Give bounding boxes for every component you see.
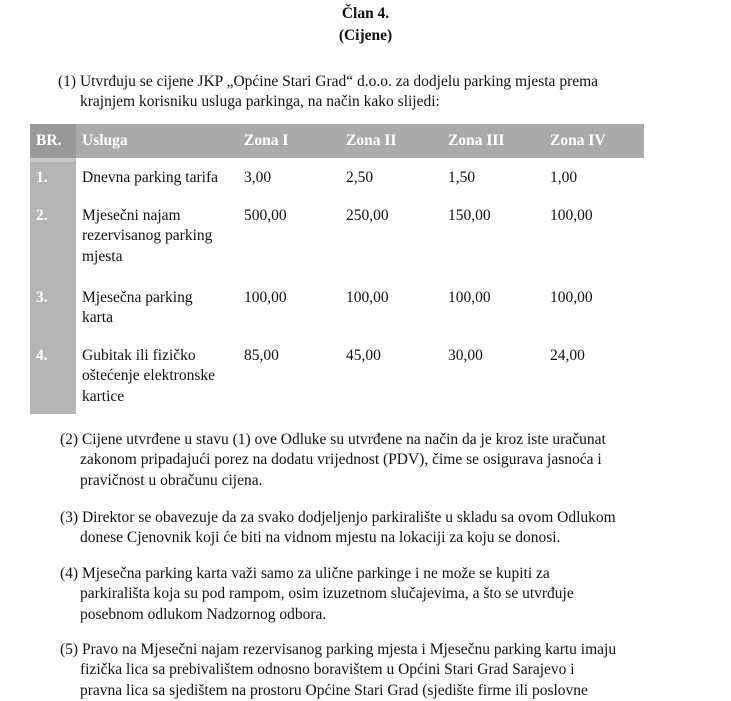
zona-3-price: 1,50 <box>448 169 476 186</box>
table-row <box>30 340 644 414</box>
zona-1-price: 85,00 <box>244 347 279 364</box>
zona-4-price: 100,00 <box>550 207 593 224</box>
zona-3-price: 30,00 <box>448 347 483 364</box>
zona-3-price: 100,00 <box>448 289 491 306</box>
zona-1-price: 100,00 <box>244 289 287 306</box>
service-cell <box>76 162 238 200</box>
service-line: Mjesečna parking <box>82 289 193 306</box>
service-line: mjesta <box>82 247 123 265</box>
service-cell <box>76 340 238 414</box>
article-subtitle: (Cijene) <box>338 27 393 44</box>
service-line: karta <box>82 309 113 327</box>
row-number: 4. <box>30 340 76 414</box>
service-line: Gubitak ili fizičko <box>82 347 196 364</box>
zona-3-price: 150,00 <box>448 207 491 224</box>
row-number: 1. <box>30 162 76 200</box>
paragraph-5-line-3: pravna lica sa sjedištem na prostoru Općine Stari Grad (sjedište firme ili poslovne <box>80 681 588 699</box>
zona-2-price: 2,50 <box>346 169 374 186</box>
paragraph-4-line-2: parkirališta koja su pod rampom, osim izuzetnom slučajevima, a što se utvrđuje <box>80 585 574 603</box>
service-line: Mjesečni najam <box>82 207 181 224</box>
table-row <box>30 200 644 282</box>
price-table <box>30 124 644 414</box>
paragraph-3-line-1: (3) Direktor se obavezuje da za svako dodjeljenjo parkiralište u skladu sa ovom Odlukom <box>60 509 616 526</box>
paragraph-4-line-1: (4) Mjesečna parking karta važi samo za ulične parkinge i ne može se kupiti za <box>60 565 550 582</box>
paragraph-1-line-1: (1) Utvrđuju se cijene JKP „Općine Stari Grad“ d.o.o. za dodjelu parking mjesta prema <box>58 73 599 90</box>
paragraph-2-line-1: (2) Cijene utvrđene u stavu (1) ove Odluke su utvrđene na način da je kroz iste uračunat <box>60 431 606 448</box>
table-row <box>30 282 644 340</box>
zona-2-price: 45,00 <box>346 347 381 364</box>
paragraph-3-line-2: donese Cjenovnik koji će biti na vidnom mjestu na lokaciji za koju se donosi. <box>80 529 561 547</box>
paragraph-1 <box>58 72 638 113</box>
service-line: rezervisanog parking <box>82 227 213 245</box>
paragraph-5-line-2: fizička lica sa prebivalištem odnosno boravištem u Općini Stari Grad Sarajevo i <box>80 661 575 679</box>
service-cell <box>76 200 238 282</box>
header-br: BR. <box>30 124 76 158</box>
header-zona-1: Zona I <box>238 124 340 158</box>
paragraph-2-line-3: pravičnost u obračunu cijena. <box>80 471 263 489</box>
paragraph-4 <box>60 564 640 625</box>
zona-2-price: 100,00 <box>346 289 389 306</box>
service-line: kartice <box>82 387 125 405</box>
service-line: oštećenje elektronske <box>82 367 215 385</box>
header-zona-2: Zona II <box>340 124 442 158</box>
header-usluga: Usluga <box>76 124 238 158</box>
paragraph-4-line-3: posebnom odlukom Nadzornog odbora. <box>80 605 327 623</box>
paragraph-1-line-2: krajnjem korisniku usluga parkinga, na način kako slijedi: <box>80 93 440 111</box>
paragraph-5 <box>60 640 640 701</box>
zona-2-price: 250,00 <box>346 207 389 224</box>
row-number: 3. <box>30 282 76 340</box>
zona-4-price: 100,00 <box>550 289 593 306</box>
zona-4-price: 24,00 <box>550 347 585 364</box>
header-zona-4: Zona IV <box>544 124 644 158</box>
paragraph-5-line-1: (5) Pravo na Mjesečni najam rezervisanog parking mjesta i Mjesečnu parking kartu imaju <box>60 641 617 658</box>
article-title: Član 4. <box>341 5 390 22</box>
paragraph-2-line-2: zakonom pripadajući porez na dodatu vrijednost (PDV), čime se osigurava jasnoća i <box>80 451 602 469</box>
zona-4-price: 1,00 <box>550 169 578 186</box>
paragraph-2 <box>60 430 640 491</box>
table-row <box>30 162 644 200</box>
paragraph-3 <box>60 508 640 549</box>
header-zona-3: Zona III <box>442 124 544 158</box>
zona-1-price: 500,00 <box>244 207 287 224</box>
service-cell <box>76 282 238 340</box>
service-line: Dnevna parking tarifa <box>82 169 218 186</box>
zona-1-price: 3,00 <box>244 169 272 186</box>
table-header-row <box>30 124 644 158</box>
row-number: 2. <box>30 200 76 282</box>
